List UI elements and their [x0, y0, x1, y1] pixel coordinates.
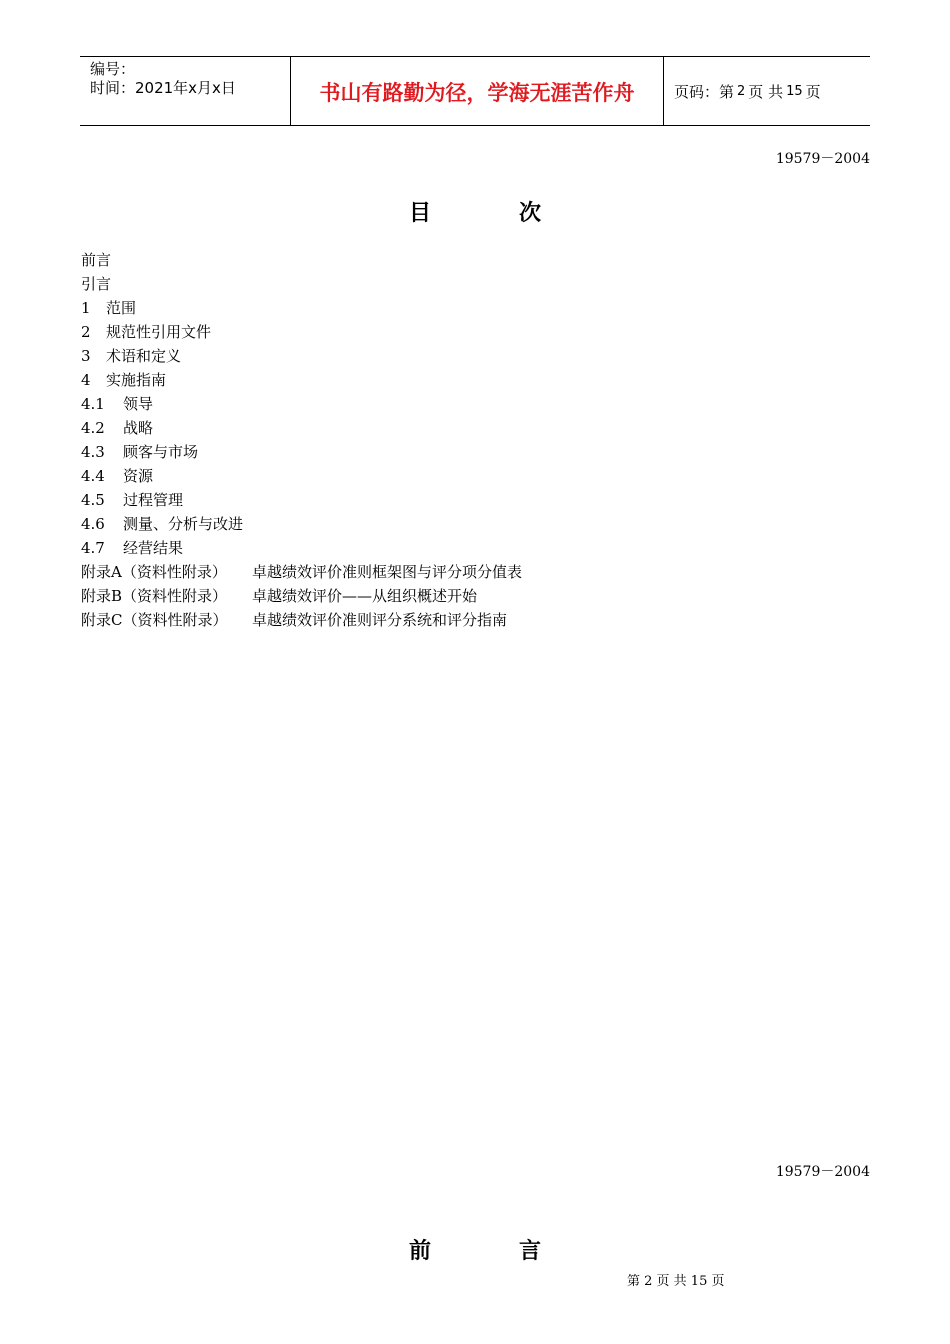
toc-entry-number: 附录B（资料性附录）: [81, 587, 228, 605]
toc-entry[interactable]: [81, 440, 522, 464]
toc-entry[interactable]: [81, 536, 522, 560]
toc-entry[interactable]: [81, 464, 522, 488]
page-mid: 页 共: [748, 82, 784, 101]
standard-number-bottom: 19579－2004: [775, 1164, 870, 1180]
page-total: 15: [786, 83, 803, 99]
number-label: 编号：: [90, 60, 136, 78]
toc-entry-number: 4.2: [81, 419, 105, 437]
preface-title: [0, 1234, 950, 1265]
toc-entry-text: 引言: [81, 275, 112, 293]
toc-entry[interactable]: [81, 608, 522, 632]
page-end: 页: [805, 82, 821, 101]
toc-entry-text: 顾客与市场: [123, 443, 199, 461]
time-label: 时间：2021年x月x日: [90, 79, 236, 97]
toc-entry-text: 经营结果: [123, 539, 184, 557]
toc-entry-number: 4.7: [81, 539, 105, 557]
toc-entry[interactable]: [81, 272, 522, 296]
toc-entry[interactable]: [81, 584, 522, 608]
toc-entry-text: 术语和定义: [106, 347, 182, 365]
preface-title-char-2: 言: [519, 1239, 542, 1264]
toc-entry-text: 实施指南: [106, 371, 167, 389]
toc-entry-number: 4.4: [81, 467, 105, 485]
toc-entry[interactable]: [81, 392, 522, 416]
header-meta: [80, 57, 291, 125]
toc-entry-text: 卓越绩效评价准则评分系统和评分指南: [252, 611, 508, 629]
toc-entry[interactable]: [81, 488, 522, 512]
toc-entry-number: 4.3: [81, 443, 105, 461]
page-current: 2: [737, 83, 746, 99]
toc-entry-number: 3: [81, 347, 91, 365]
toc-entry[interactable]: [81, 296, 522, 320]
toc-entry-number: 4.6: [81, 515, 105, 533]
toc-entry-text: 前言: [81, 251, 112, 269]
toc-entry-text: 卓越绩效评价准则框架图与评分项分值表: [252, 563, 523, 581]
toc-entry[interactable]: [81, 344, 522, 368]
toc-entry-number: 附录C（资料性附录）: [81, 611, 228, 629]
toc-entry-text: 资源: [123, 467, 154, 485]
toc-entry-text: 测量、分析与改进: [123, 515, 244, 533]
toc-entry-number: 1: [81, 299, 91, 317]
toc-entry-text: 范围: [106, 299, 137, 317]
toc-entry[interactable]: [81, 368, 522, 392]
toc-entry-text: 卓越绩效评价——从组织概述开始: [252, 587, 478, 605]
page-header: [80, 56, 870, 126]
toc-title: [0, 196, 950, 227]
toc-entry[interactable]: [81, 248, 522, 272]
toc-entry-number: 4: [81, 371, 91, 389]
toc-title-char-2: 次: [519, 201, 542, 226]
toc-entry-number: 附录A（资料性附录）: [81, 563, 227, 581]
standard-number-top: 19579－2004: [775, 151, 870, 167]
toc-entry-number: 4.1: [81, 395, 105, 413]
toc-entry-text: 领导: [123, 395, 154, 413]
toc-entry[interactable]: [81, 320, 522, 344]
toc-entry-number: 4.5: [81, 491, 105, 509]
toc-entry-number: 2: [81, 323, 91, 341]
toc-title-char-1: 目: [408, 201, 431, 226]
toc-entry-text: 过程管理: [123, 491, 184, 509]
preface-title-char-1: 前: [408, 1239, 431, 1264]
table-of-contents: [81, 248, 522, 632]
page-footer: 第 2 页 共 15 页: [627, 1274, 725, 1289]
page-label: 页码：第: [674, 82, 735, 101]
toc-entry-text: 规范性引用文件: [106, 323, 212, 341]
header-motto: 书山有路勤为径，学海无涯苦作舟: [291, 57, 664, 125]
toc-entry[interactable]: [81, 512, 522, 536]
toc-entry[interactable]: [81, 416, 522, 440]
toc-entry-text: 战略: [123, 419, 154, 437]
header-page-info: [664, 57, 870, 125]
toc-entry[interactable]: [81, 560, 522, 584]
